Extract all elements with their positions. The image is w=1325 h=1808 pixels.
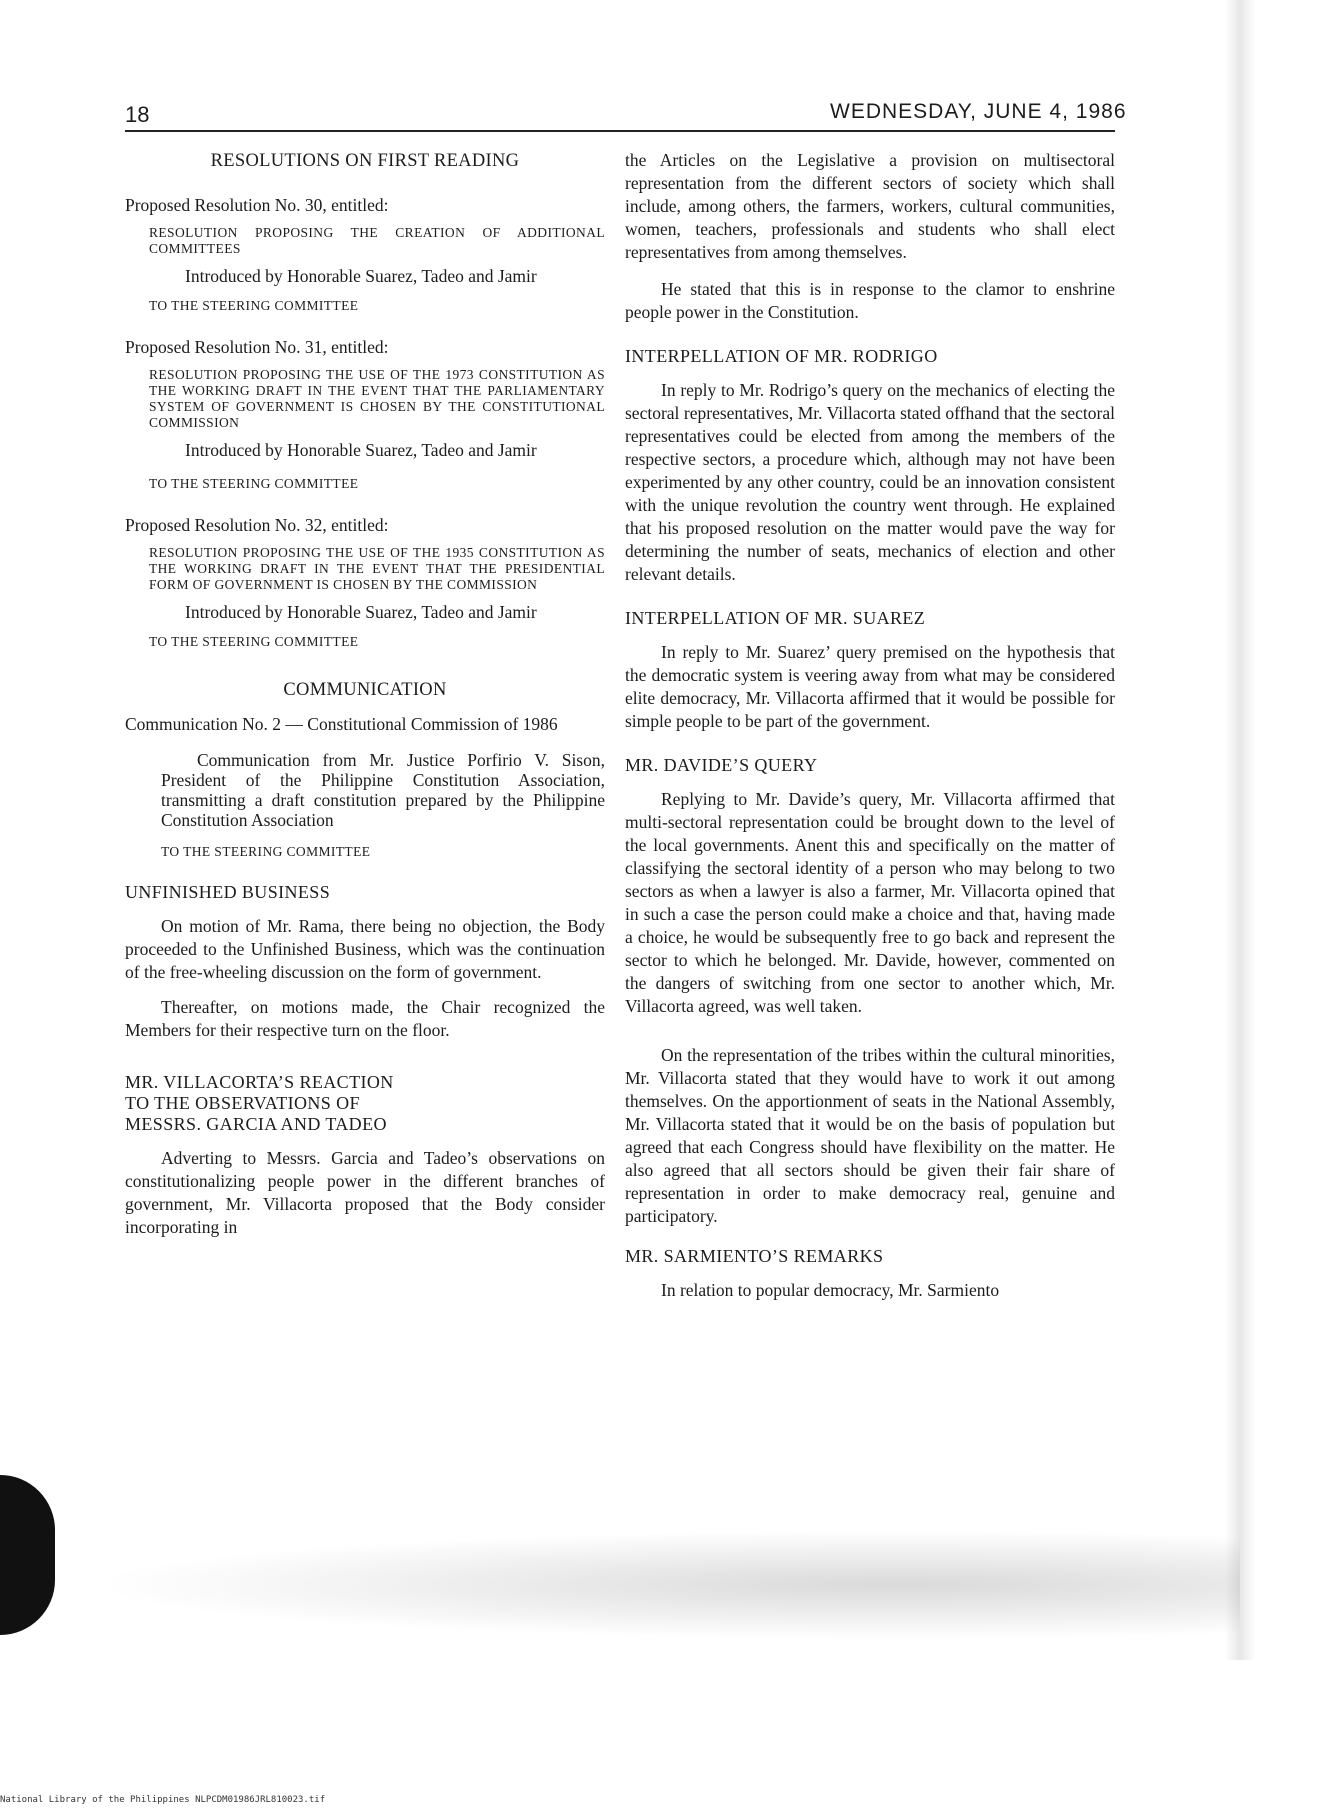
resolution-32-title: RESOLUTION PROPOSING THE USE OF THE 1935 CONSTITUTION AS THE WORKING DRAFT IN THE EVENT THAT THE PRESIDENTIAL FORM OF GOVERNMENT IS CHOSEN BY THE COMMISSION bbox=[149, 545, 605, 592]
communication-body: Communication from Mr. Justice Porfirio V. Sison, President of the Philippine Constitution Association, transmitting a draft constitution prepared by the Philippine Constitution Association bbox=[161, 750, 605, 830]
section-heading-communication: COMMUNICATION bbox=[283, 680, 447, 700]
scan-noise bbox=[90, 1530, 1240, 1640]
resolution-30-intro: Proposed Resolution No. 30, entitled: bbox=[125, 195, 389, 215]
section-heading-suarez: INTERPELLATION OF MR. SUAREZ bbox=[625, 608, 926, 628]
rodrigo-paragraph: In reply to Mr. Rodrigo’s query on the mechanics of electing the sectoral representatives, Mr. Villacorta stated offhand that the sectoral representatives could be elected from among the members of the respective sectors, a procedure which, although may not have been experimented by any other country, could be an innovation consistent with the unique revolution the country went through. He explained that his proposed resolution on the matter would pave the way for determining the number of seats, mechanics of election and other relevant details. bbox=[625, 380, 1115, 584]
resolution-30-title: RESOLUTION PROPOSING THE CREATION OF ADDITIONAL COMMITTEES bbox=[149, 225, 605, 256]
resolution-31-title: RESOLUTION PROPOSING THE USE OF THE 1973 CONSTITUTION AS THE WORKING DRAFT IN THE EVENT THAT THE PARLIAMENTARY SYSTEM OF GOVERNMENT IS CHOSEN BY THE CONSTITUTIONAL COMMISSION bbox=[149, 367, 605, 430]
sarmiento-paragraph: In relation to popular democracy, Mr. Sarmiento bbox=[661, 1280, 1000, 1300]
clamor-paragraph: He stated that this is in response to the clamor to enshrine people power in the Constitution. bbox=[625, 279, 1115, 322]
section-heading-sarmiento: MR. SARMIENTO’S REMARKS bbox=[625, 1246, 884, 1266]
suarez-paragraph: In reply to Mr. Suarez’ query premised on the hypothesis that the democratic system is veering away from what may be considered elite democracy, Mr. Villacorta affirmed that it would be possible for simple people to be part of the government. bbox=[625, 642, 1115, 731]
scan-footer-caption: National Library of the Philippines NLPCDM01986JRL810023.tif bbox=[0, 1795, 326, 1805]
tribes-paragraph: On the representation of the tribes within the cultural minorities, Mr. Villacorta stated that they would have to work it out among themselves. On the apportionment of seats in the National Assembly, Mr. Villacorta stated that it would be on the basis of population but agreed that each Congress should have flexibility on the matter. He also agreed that all sectors should be given their fair share of representation in order to make democracy real, genuine and participatory. bbox=[625, 1045, 1115, 1226]
left-column bbox=[125, 145, 605, 1239]
section-heading-davide: MR. DAVIDE’S QUERY bbox=[625, 755, 818, 775]
resolution-31-introduced: Introduced by Honorable Suarez, Tadeo and Jamir bbox=[185, 440, 537, 460]
villacorta-heading-line-2: TO THE OBSERVATIONS OF bbox=[125, 1093, 360, 1113]
villacorta-heading-line-3: MESSRS. GARCIA AND TADEO bbox=[125, 1114, 387, 1134]
page-number: 18 bbox=[125, 102, 150, 127]
resolution-31-intro: Proposed Resolution No. 31, entitled: bbox=[125, 337, 389, 357]
communication-referral: TO THE STEERING COMMITTEE bbox=[161, 844, 371, 859]
header-rule bbox=[125, 130, 1115, 132]
unfinished-business-p2: Thereafter, on motions made, the Chair recognized the Members for their respective turn on the floor. bbox=[125, 997, 605, 1040]
resolution-30-referral: TO THE STEERING COMMITTEE bbox=[149, 298, 359, 313]
villacorta-p1: Adverting to Messrs. Garcia and Tadeo’s observations on constitutionalizing people power in the different branches of government, Mr. Villacorta proposed that the Body consider incorporating in bbox=[125, 1148, 605, 1237]
resolution-32-intro: Proposed Resolution No. 32, entitled: bbox=[125, 515, 389, 535]
header-date: WEDNESDAY, JUNE 4, 1986 bbox=[830, 100, 1127, 123]
multisectoral-paragraph: the Articles on the Legislative a provision on multisectoral representation from the different sectors of society which shall include, among others, the farmers, workers, cultural communities, women, teachers, professionals and students who shall elect representatives from among themselves. bbox=[625, 150, 1115, 262]
villacorta-heading-line-1: MR. VILLACORTA’S REACTION bbox=[125, 1072, 394, 1092]
section-heading-rodrigo: INTERPELLATION OF MR. RODRIGO bbox=[625, 346, 938, 366]
communication-title: Communication No. 2 — Constitutional Commission of 1986 bbox=[125, 714, 558, 734]
section-heading-unfinished-business: UNFINISHED BUSINESS bbox=[125, 882, 331, 902]
scan-blot bbox=[0, 1475, 55, 1635]
resolution-32-referral: TO THE STEERING COMMITTEE bbox=[149, 634, 359, 649]
unfinished-business-p1: On motion of Mr. Rama, there being no objection, the Body proceeded to the Unfinished Business, which was the continuation of the free-wheeling discussion on the form of government. bbox=[125, 916, 605, 982]
resolution-31-referral: TO THE STEERING COMMITTEE bbox=[149, 476, 359, 491]
section-heading-resolutions: RESOLUTIONS ON FIRST READING bbox=[210, 151, 520, 171]
scan-edge-shadow bbox=[1225, 0, 1255, 1660]
davide-paragraph: Replying to Mr. Davide’s query, Mr. Villacorta affirmed that multi-sectoral representation could be brought down to the level of the local governments. Anent this and specifically on the matter of classifying the sectoral identity of a person who may belong to two sectors as when a lawyer is also a farmer, Mr. Villacorta opined that in such a case the person could make a choice and that, having made a choice, he would be subsequently free to go back and represent the sector to which he belonged. Mr. Davide, however, commented on the dangers of switching from one sector to another which, Mr. Villacorta agreed, was well taken. bbox=[625, 789, 1115, 1016]
resolution-32-introduced: Introduced by Honorable Suarez, Tadeo and Jamir bbox=[185, 602, 537, 622]
right-column bbox=[625, 145, 1115, 1302]
section-heading-villacorta bbox=[125, 1072, 605, 1135]
resolution-30-introduced: Introduced by Honorable Suarez, Tadeo and Jamir bbox=[185, 266, 537, 286]
